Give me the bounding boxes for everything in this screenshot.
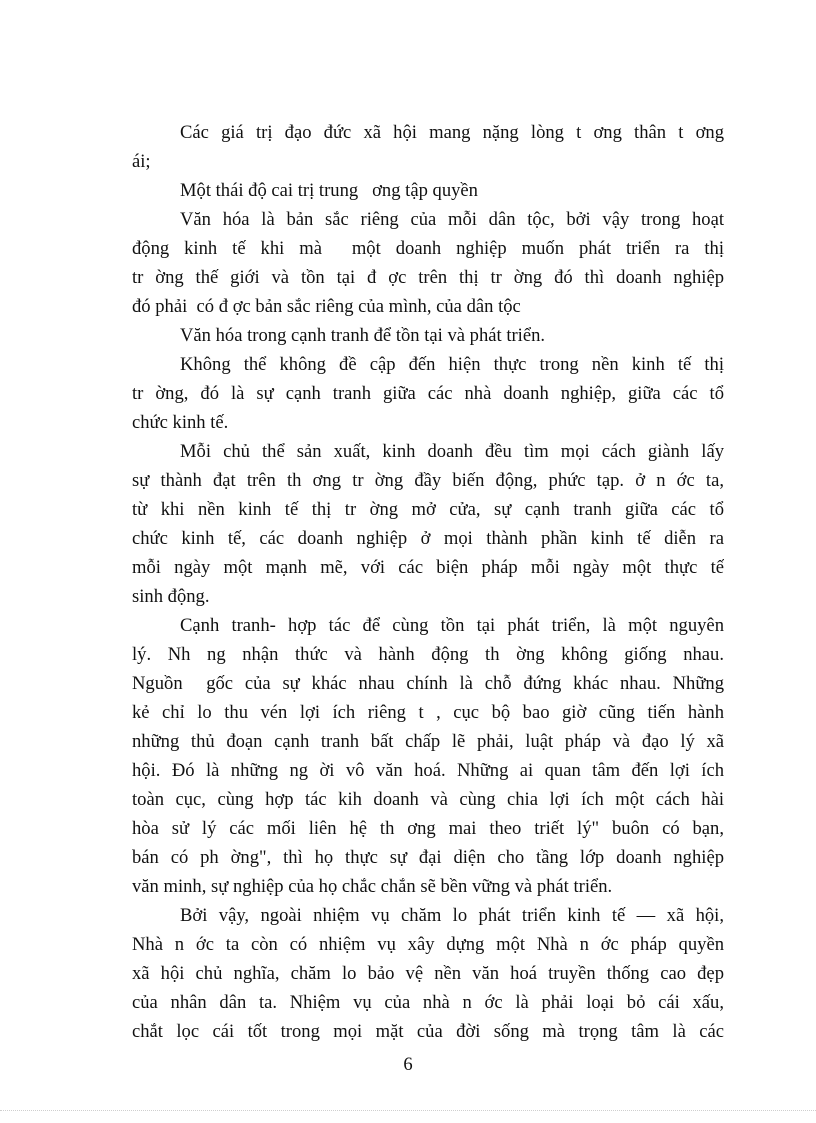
text-line: hội. Đó là những ng ời vô văn hoá. Những ai quan tâm đến lợi ích	[132, 760, 724, 781]
text-line: Các giá trị đạo đức xã hội mang nặng lòng t ơng thân t ơng	[180, 122, 724, 143]
text-line: chức kinh tế, các doanh nghiệp ở mọi thành phần kinh tế diễn ra	[132, 528, 724, 549]
text-line: kẻ chỉ lo thu vén lợi ích riêng t , cục bộ bao giờ cũng tiến hành	[132, 702, 724, 723]
text-line: Mỗi chủ thể sản xuất, kinh doanh đều tìm mọi cách giành lấy	[180, 441, 724, 462]
text-line: bán có ph ờng", thì họ thực sự đại diện cho tầng lớp doanh nghiệp	[132, 847, 724, 868]
text-line: mỗi ngày một mạnh mẽ, với các biện pháp mỗi ngày một thực tế	[132, 557, 724, 578]
text-line: xã hội chủ nghĩa, chăm lo bảo vệ nền văn hoá truyền thống cao đẹp	[132, 963, 724, 984]
text-line: Văn hóa trong cạnh tranh để tồn tại và phát triển.	[180, 325, 546, 346]
text-line: Bởi vậy, ngoài nhiệm vụ chăm lo phát triển kinh tế — xã hội,	[180, 905, 724, 926]
text-line: động kinh tế khi mà một doanh nghiệp muốn phát triển ra thị	[132, 238, 724, 259]
text-line: từ khi nền kinh tế thị tr ờng mở cửa, sự cạnh tranh giữa các tổ	[132, 499, 724, 520]
text-line: tr ờng, đó là sự cạnh tranh giữa các nhà doanh nghiệp, giữa các tổ	[132, 383, 724, 404]
body-text	[132, 118, 724, 1046]
text-line: Cạnh tranh- hợp tác để cùng tồn tại phát triển, là một nguyên	[180, 615, 724, 636]
text-line: chức kinh tế.	[132, 412, 229, 433]
text-line: hòa sử lý các mối liên hệ th ơng mai theo triết lý" buôn có bạn,	[132, 818, 724, 839]
text-line: Một thái độ cai trị trung ơng tập quyền	[180, 180, 478, 201]
text-line: Không thể không đề cập đến hiện thực trong nền kinh tế thị	[180, 354, 724, 375]
text-line: tr ờng thế giới và tồn tại đ ợc trên thị tr ờng đó thì doanh nghiệp	[132, 267, 724, 288]
text-line: những thủ đoạn cạnh tranh bất chấp lẽ phải, luật pháp và đạo lý xã	[132, 731, 724, 752]
text-line: sinh động.	[132, 586, 210, 607]
text-line: văn minh, sự nghiệp của họ chắc chắn sẽ bền vững và phát triển.	[132, 876, 613, 897]
text-line: của nhân dân ta. Nhiệm vụ của nhà n ớc là phải loại bỏ cái xấu,	[132, 992, 724, 1013]
text-line: Nhà n ớc ta còn có nhiệm vụ xây dựng một Nhà n ớc pháp quyền	[132, 934, 724, 955]
page-number: 6	[403, 1054, 413, 1075]
text-line: sự thành đạt trên th ơng tr ờng đầy biến động, phức tạp. ở n ớc ta,	[132, 470, 724, 491]
text-line: Nguồn gốc của sự khác nhau chính là chỗ đứng khác nhau. Những	[132, 673, 724, 694]
text-line: Văn hóa là bản sắc riêng của mỗi dân tộc, bởi vậy trong hoạt	[180, 209, 724, 230]
text-line: lý. Nh ng nhận thức và hành động th ờng không giống nhau.	[132, 644, 724, 665]
bottom-divider	[0, 1110, 816, 1111]
text-line: đó phải có đ ợc bản sắc riêng của mình, của dân tộc	[132, 296, 521, 317]
text-line: chắt lọc cái tốt trong mọi mặt của đời sống mà trọng tâm là các	[132, 1021, 724, 1042]
text-line: toàn cục, cùng hợp tác kih doanh và cùng chia lợi ích một cách hài	[132, 789, 724, 810]
text-line: ái;	[132, 151, 151, 172]
